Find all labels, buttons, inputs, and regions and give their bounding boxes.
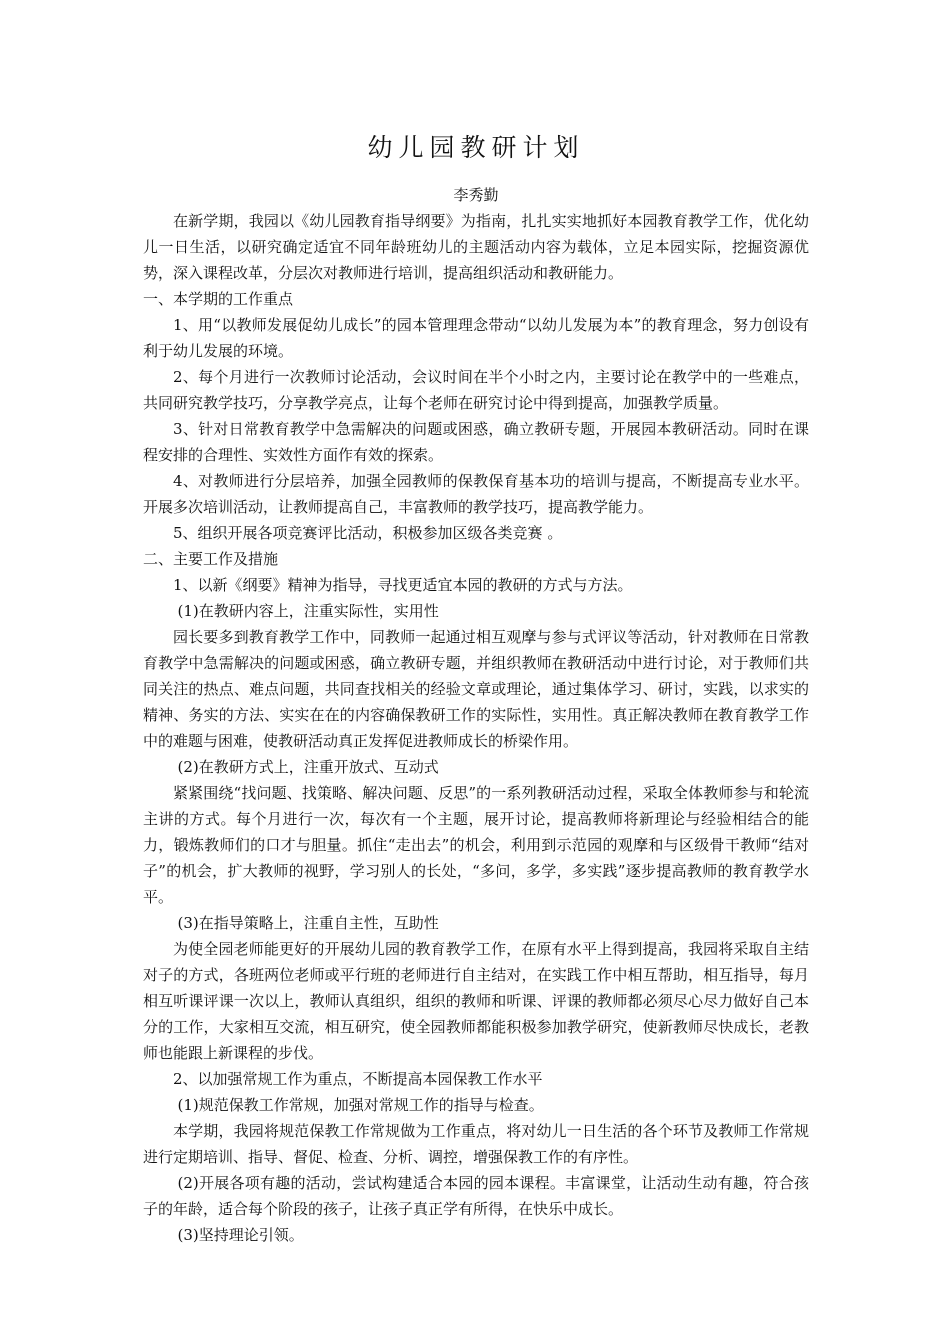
measure-2-3-heading: (3)坚持理论引领。: [177, 1226, 304, 1244]
measure-1-2-heading: (2)在教研方式上，注重开放式、互动式: [177, 758, 439, 776]
focus-item-3: 3、针对日常教育教学中急需解决的问题或困惑，确立教研专题，开展园本教研活动。同时在课程安排的合理性、实效性方面作有效的探索。: [143, 420, 809, 464]
section-heading-1: 一、本学期的工作重点: [143, 290, 294, 308]
measure-2-heading: 2、以加强常规工作为重点，不断提高本园保教工作水平: [173, 1070, 543, 1088]
measure-1-1-body: 园长要多到教育教学工作中，同教师一起通过相互观摩与参与式评议等活动，针对教师在日常教育教学中急需解决的问题或困惑，确立教研专题，并组织教师在教研活动中进行讨论，对于教师们共同关注的热点、难点问题，共同查找相关的经验文章或理论，通过集体学习、研讨，实践，以求实的精神、务实的方法、实实在在的内容确保教研工作的实际性，实用性。真正解决教师在教育教学工作中的难题与困难，使教研活动真正发挥促进教师成长的桥梁作用。: [143, 628, 809, 750]
measure-1-3-heading: (3)在指导策略上，注重自主性，互助性: [177, 914, 439, 932]
measure-1-3-body: 为使全园老师能更好的开展幼儿园的教育教学工作，在原有水平上得到提高，我园将采取自主结对子的方式，各班两位老师或平行班的老师进行自主结对，在实践工作中相互帮助，相互指导，每月相互听课评课一次以上，教师认真组织，组织的教师和听课、评课的教师都必须尽心尽力做好自己本分的工作，大家相互交流，相互研究，使全园教师都能积极参加教学研究，使新教师尽快成长，老教师也能跟上新课程的步伐。: [143, 940, 809, 1062]
measure-2-1-heading: (1)规范保教工作常规，加强对常规工作的指导与检查。: [177, 1096, 544, 1114]
intro-paragraph: 在新学期，我园以《幼儿园教育指导纲要》为指南，扎扎实实地抓好本园教育教学工作，优化幼儿一日生活，以研究确定适宜不同年龄班幼儿的主题活动内容为载体，立足本园实际，挖掘资源优势，深入课程改革，分层次对教师进行培训，提高组织活动和教研能力。: [143, 212, 809, 282]
document-body: [143, 128, 809, 1248]
measure-2-1-body: 本学期，我园将规范保教工作常规做为工作重点，将对幼儿一日生活的各个环节及教师工作常规进行定期培训、指导、督促、检查、分析、调控，增强保教工作的有序性。: [143, 1122, 809, 1166]
measure-1-1-heading: (1)在教研内容上，注重实际性，实用性: [177, 602, 439, 620]
focus-item-5: 5、组织开展各项竞赛评比活动，积极参加区级各类竞赛 。: [173, 524, 563, 542]
focus-item-4: 4、对教师进行分层培养，加强全园教师的保教保育基本功的培训与提高，不断提高专业水平。开展多次培训活动，让教师提高自己，丰富教师的教学技巧，提高教学能力。: [143, 472, 809, 516]
measure-1-2-body: 紧紧围绕“找问题、找策略、解决问题、反思”的一系列教研活动过程，采取全体教师参与和轮流主讲的方式。每个月进行一次，每次有一个主题，展开讨论，提高教师将新理论与经验相结合的能力，锻炼教师们的口才与胆量。抓住“走出去”的机会，利用到示范园的观摩和与区级骨干教师“结对子”的机会，扩大教师的视野，学习别人的长处，“多问，多学，多实践”逐步提高教师的教育教学水平。: [143, 784, 809, 906]
document-author: 李秀勤: [453, 186, 499, 204]
measure-1-heading: 1、以新《纲要》精神为指导，寻找更适宜本园的教研的方式与方法。: [173, 576, 633, 594]
document-title: 幼儿园教研计划: [367, 133, 585, 162]
focus-item-2: 2、每个月进行一次教师讨论活动，会议时间在半个小时之内，主要讨论在教学中的一些难点，共同研究教学技巧，分享教学亮点，让每个老师在研究讨论中得到提高，加强教学质量。: [143, 368, 809, 412]
section-heading-2: 二、主要工作及措施: [143, 550, 279, 568]
focus-item-1: 1、用“以教师发展促幼儿成长”的园本管理理念带动“以幼儿发展为本”的教育理念，努力创设有利于幼儿发展的环境。: [143, 316, 809, 360]
measure-2-2-body: (2)开展各项有趣的活动，尝试构建适合本园的园本课程。丰富课堂，让活动生动有趣，符合孩子的年龄，适合每个阶段的孩子，让孩子真正学有所得，在快乐中成长。: [143, 1174, 809, 1218]
